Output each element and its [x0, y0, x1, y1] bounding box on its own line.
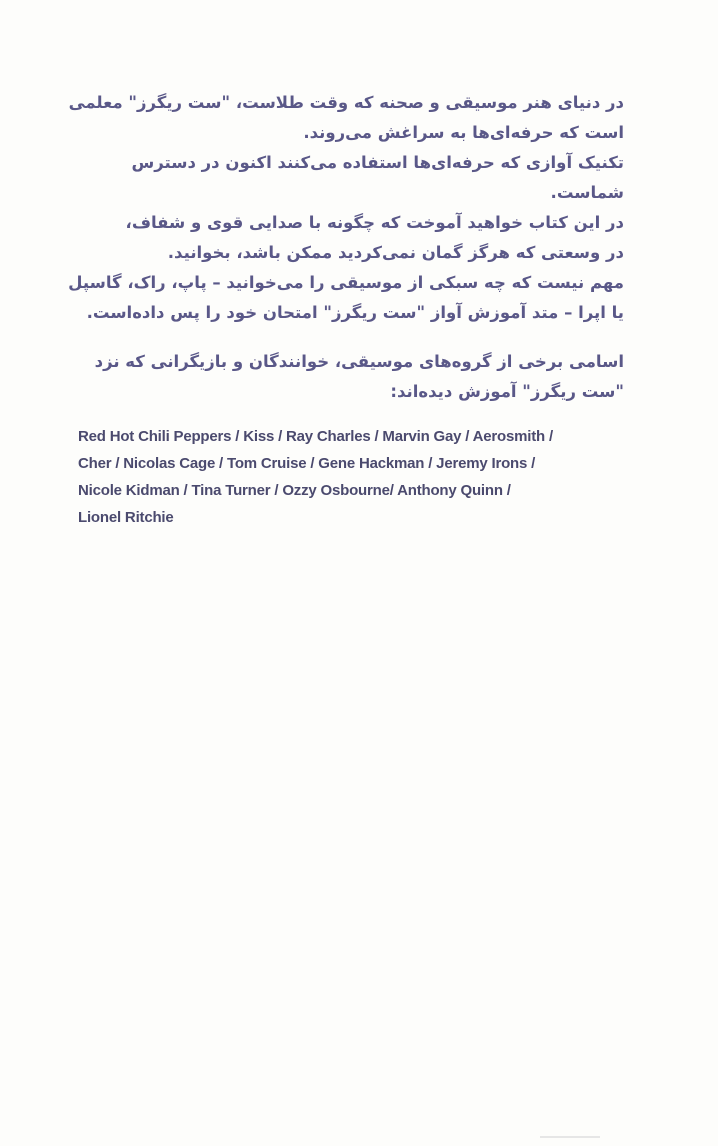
intro-line: در دنیای هنر موسیقی و صحنه که وقت طلاست، "ست ریگرز" معلمی	[68, 93, 624, 112]
names-list-line: Lionel Ritchie	[78, 509, 174, 526]
names-intro-paragraph	[78, 347, 624, 407]
names-list-line: Nicole Kidman / Tina Turner / Ozzy Osbourne/ Anthony Quinn /	[78, 482, 511, 499]
names-intro-line: "ست ریگرز" آموزش دیده‌اند:	[390, 382, 624, 401]
intro-line: در وسعتی که هرگز گمان نمی‌کردید ممکن باشد، بخوانید.	[167, 243, 624, 262]
intro-line: در این کتاب خواهید آموخت که چگونه با صدایی قوی و شفاف،	[125, 213, 624, 232]
names-list	[78, 423, 628, 531]
names-list-line: Red Hot Chili Peppers / Kiss / Ray Charles / Marvin Gay / Aerosmith /	[78, 428, 553, 445]
names-intro-line: اسامی برخی از گروه‌های موسیقی، خوانندگان و بازیگرانی که نزد	[94, 352, 624, 371]
intro-paragraph	[68, 88, 624, 328]
intro-line: یا اپرا – متد آموزش آواز "ست ریگرز" امتحان خود را پس داده‌است.	[86, 303, 624, 322]
intro-line: تکنیک آوازی که حرفه‌ای‌ها استفاده می‌کنند اکنون در دسترس	[131, 153, 624, 172]
intro-line: است که حرفه‌ای‌ها به سراغش می‌روند.	[303, 123, 624, 142]
scan-artifact	[540, 1136, 600, 1138]
intro-line: شماست.	[550, 183, 624, 202]
intro-line: مهم نیست که چه سبکی از موسیقی را می‌خوانید – پاپ، راک، گاسپل	[68, 273, 624, 292]
names-list-line: Cher / Nicolas Cage / Tom Cruise / Gene Hackman / Jeremy Irons /	[78, 455, 536, 472]
